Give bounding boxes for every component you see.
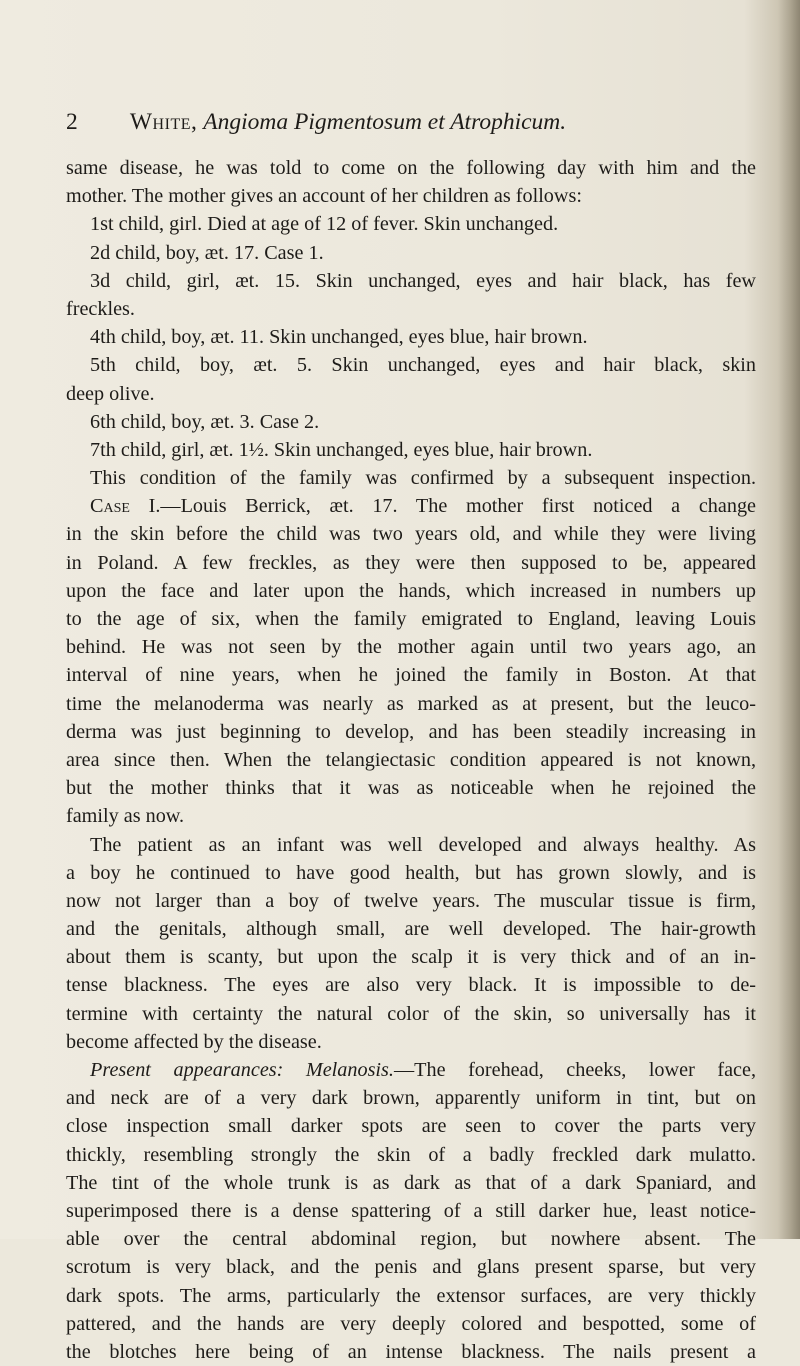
text-line: [66, 549, 756, 577]
text-line-content: to the age of six, when the family emigrated to England, leaving Louis: [66, 608, 756, 630]
text-line: [66, 746, 756, 774]
running-head: [66, 104, 756, 140]
running-head-author: White,: [129, 109, 198, 135]
text-line: [66, 492, 756, 520]
text-line: [66, 520, 756, 548]
text-line: [66, 774, 756, 802]
text-line: [66, 295, 756, 323]
text-line: [66, 464, 756, 492]
text-line: [66, 267, 756, 295]
text-line: [66, 210, 756, 238]
text-line: [66, 1084, 756, 1112]
text-line-content: behind. He was not seen by the mother again until two years ago, an: [66, 636, 756, 659]
text-line: [66, 1028, 756, 1056]
text-line: [66, 605, 756, 633]
text-line-content: 6th child, boy, æt. 3. Case 2.: [90, 410, 320, 433]
text-line: [66, 436, 756, 464]
text-line: [66, 633, 756, 661]
text-line-content: scrotum is very black, and the penis and glans present sparse, but very: [66, 1256, 756, 1279]
text-line: [66, 182, 756, 210]
text-line-content: in the skin before the child was two years old, and while they were living: [66, 523, 756, 546]
text-line-content: able over the central abdominal region, but nowhere absent. The: [66, 1228, 756, 1251]
text-line-content: about them is scanty, but upon the scalp it is very thick and of an in-: [66, 946, 756, 969]
text-line-content: termine with certainty the natural color of the skin, so universally has it: [66, 1002, 756, 1025]
text-line: [66, 915, 756, 943]
text-line-content: 5th child, boy, æt. 5. Skin unchanged, eyes and hair black, skin: [90, 354, 756, 377]
text-line-content: 1st child, girl. Died at age of 12 of fever. Skin unchanged.: [90, 213, 559, 236]
text-line: [66, 718, 756, 746]
text-line-content: This condition of the family was confirmed by a subsequent inspection.: [90, 467, 756, 490]
text-line-content: a boy he continued to have good health, but has grown slowly, and is: [66, 861, 756, 884]
text-line-content: dark spots. The arms, particularly the extensor surfaces, are very thickly: [66, 1284, 756, 1307]
text-line-content: family as now.: [66, 805, 185, 828]
body-text: [66, 154, 756, 1366]
text-line: [66, 1253, 756, 1281]
case-heading: Case I.: [90, 495, 161, 518]
text-line: [66, 943, 756, 971]
text-line-content: and neck are of a very dark brown, apparently uniform in tint, but on: [66, 1087, 756, 1110]
text-line: [66, 661, 756, 689]
text-line: [66, 802, 756, 830]
text-line-content: The tint of the whole trunk is as dark as that of a dark Spaniard, and: [66, 1171, 756, 1194]
text-line: [66, 1169, 756, 1197]
text-line: [66, 408, 756, 436]
text-line-content: The patient as an infant was well developed and always healthy. As: [90, 833, 756, 856]
text-line-content: interval of nine years, when he joined the family in Boston. At that: [66, 664, 756, 687]
text-line: [66, 154, 756, 182]
text-line: [66, 239, 756, 267]
text-line: [66, 690, 756, 718]
text-line-content: derma was just beginning to develop, and has been steadily increasing in: [66, 720, 756, 743]
text-line-content: pattered, and the hands are very deeply colored and bespotted, some of: [66, 1312, 756, 1335]
text-line: [66, 1000, 756, 1028]
text-line-content: now not larger than a boy of twelve years. The muscular tissue is firm,: [66, 889, 756, 912]
text-line: [66, 971, 756, 999]
text-line: [66, 1197, 756, 1225]
text-line: [66, 831, 756, 859]
text-line: [66, 323, 756, 351]
text-line-content: time the melanoderma was nearly as marked as at present, but the leuco-: [66, 692, 756, 715]
text-line-content: 7th child, girl, æt. 1½. Skin unchanged, eyes blue, hair brown.: [90, 438, 593, 461]
text-line-content: and the genitals, although small, are well developed. The hair-growth: [66, 918, 756, 941]
text-line-content: —The forehead, cheeks, lower face,: [393, 1059, 756, 1081]
text-line-content: 3d child, girl, æt. 15. Skin unchanged, eyes and hair black, has few: [90, 269, 756, 292]
text-line-content: 2d child, boy, æt. 17. Case 1.: [90, 241, 324, 264]
text-line-content: mother. The mother gives an account of her children as follows:: [66, 185, 582, 208]
text-line-content: upon the face and later upon the hands, which increased in numbers up: [66, 579, 756, 602]
page-number: 2: [66, 109, 78, 135]
text-line-content: same disease, he was told to come on the following day with him and the: [66, 157, 756, 179]
text-line: [66, 1310, 756, 1338]
text-line: [66, 380, 756, 408]
text-line: [66, 1112, 756, 1140]
text-line-content: the blotches here being of an intense blackness. The nails present a: [66, 1340, 756, 1363]
text-line-content: superimposed there is a dense spattering of a still darker hue, least notice-: [66, 1199, 756, 1222]
text-line-content: close inspection small darker spots are seen to cover the parts very: [66, 1115, 756, 1138]
text-line: [66, 1338, 756, 1366]
text-line: [66, 577, 756, 605]
section-heading: Present appearances: Melanosis.: [90, 1059, 394, 1081]
text-line: [66, 1225, 756, 1253]
text-line: [66, 351, 756, 379]
text-line-content: thickly, resembling strongly the skin of a badly freckled dark mulatto.: [66, 1143, 756, 1166]
text-line-content: in Poland. A few freckles, as they were then supposed to be, appeared: [66, 551, 756, 574]
text-line-content: freckles.: [66, 297, 135, 320]
text-line: [66, 1141, 756, 1169]
text-line-content: but the mother thinks that it was as noticeable when he rejoined the: [66, 777, 756, 800]
running-head-title: Angioma Pigmentosum et Atrophicum.: [203, 109, 567, 135]
text-line: [66, 1282, 756, 1310]
text-line-content: —Louis Berrick, æt. 17. The mother first noticed a change: [160, 495, 757, 518]
text-line: [66, 859, 756, 887]
text-line: [66, 1056, 756, 1084]
text-line-content: tense blackness. The eyes are also very black. It is impossible to de-: [66, 974, 756, 997]
text-line: [66, 887, 756, 915]
text-line-content: area since then. When the telangiectasic condition appeared is not known,: [66, 748, 756, 771]
page-edge-shadow: [778, 0, 800, 1239]
text-line-content: deep olive.: [66, 382, 155, 405]
text-line-content: become affected by the disease.: [66, 1030, 322, 1053]
text-line-content: 4th child, boy, æt. 11. Skin unchanged, eyes blue, hair brown.: [90, 326, 588, 349]
